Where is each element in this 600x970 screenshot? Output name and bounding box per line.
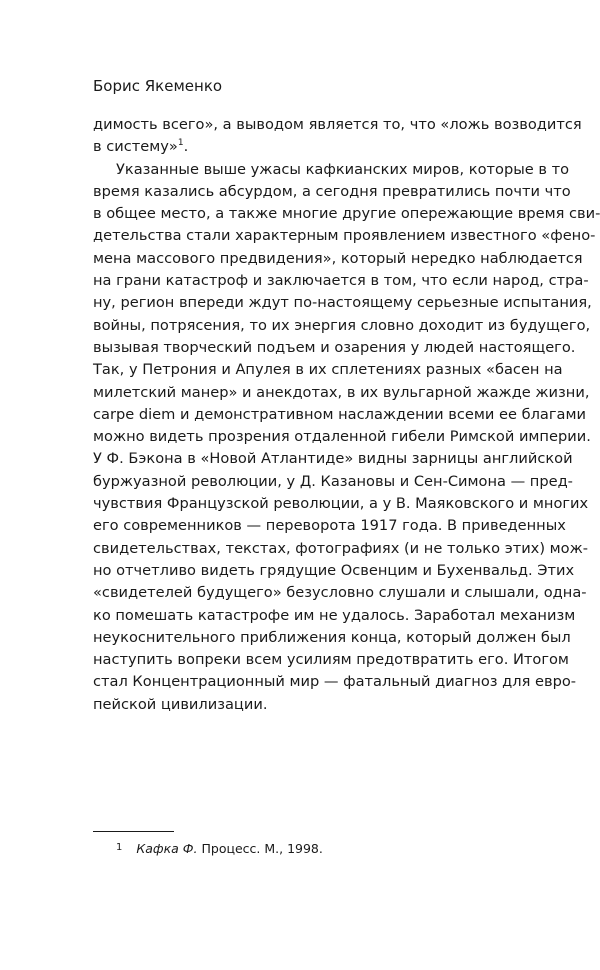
footnote-reference: 1 xyxy=(177,138,184,149)
text-line: вызывая творческий подъем и озарения у людей настоящего. xyxy=(93,338,576,356)
running-head: Борис Якеменко xyxy=(93,77,223,95)
text-line: время казались абсурдом, а сегодня превратились почти что xyxy=(93,182,571,200)
text-line: чувствия Французской революции, а у В. Маяковского и многих xyxy=(93,495,589,513)
text-line: но отчетливо видеть грядущие Освенцим и Бухенвальд. Этих xyxy=(93,561,575,579)
text-line: ну, регион впереди ждут по-настоящему серьезные испытания, xyxy=(93,294,592,312)
text-line: пейской цивилизации. xyxy=(93,695,268,713)
text-line xyxy=(93,136,508,158)
text-line: свидетельствах, текстах, фотографиях (и не только этих) мож- xyxy=(93,539,589,557)
text-line: на грани катастроф и заключается в том, что если народ, стра- xyxy=(93,272,589,290)
text-line: стал Концентрационный мир — фатальный диагноз для евро- xyxy=(93,673,577,691)
footnote-text: Процесс. М., 1998. xyxy=(197,841,323,856)
body-text xyxy=(93,114,600,716)
text-line: мена массового предвидения», который нередко наблюдается xyxy=(93,249,583,267)
text-line: в общее место, а также многие другие опережающие время сви- xyxy=(93,205,600,223)
text-line: милетский манер» и анекдотах, в их вульгарной жажде жизни, xyxy=(93,383,590,401)
text-line: Так, у Петрония и Апулея в их сплетениях разных «басен на xyxy=(93,361,563,379)
text-line: буржуазной революции, у Д. Казановы и Сен-Симона — пред- xyxy=(93,472,573,490)
footnote-number: 1 xyxy=(116,842,123,853)
text-line: неукоснительного приближения конца, который должен был xyxy=(93,628,571,646)
footnote xyxy=(116,839,323,858)
text-line-period: . xyxy=(183,138,189,156)
text-line: детельства стали характерным проявлением известного «фено- xyxy=(93,227,596,245)
text-line: димость всего», а выводом является то, что «ложь возводится xyxy=(93,116,582,133)
text-line: ко помешать катастрофе им не удалось. Заработал механизм xyxy=(93,606,576,624)
text-line-content: в систему» xyxy=(93,138,178,156)
footnote-divider xyxy=(93,831,174,832)
text-line: carpe diem и демонстративном наслаждении всеми ее благами xyxy=(93,405,586,423)
text-line: Указанные выше ужасы кафкианских миров, которые в то xyxy=(116,160,570,178)
text-line: «свидетелей будущего» безусловно слушали и слышали, одна- xyxy=(93,584,587,602)
text-line: войны, потрясения, то их энергия словно доходит из будущего, xyxy=(93,316,591,334)
text-line: наступить вопреки всем усилиям предотвратить его. Итогом xyxy=(93,651,569,669)
text-line: его современников — переворота 1917 года. В приведенных xyxy=(93,517,566,535)
text-line: У Ф. Бэкона в «Новой Атлантиде» видны зарницы английской xyxy=(93,450,573,468)
text-line: можно видеть прозрения отдаленной гибели Римской империи. xyxy=(93,428,591,446)
footnote-author: Кафка Ф. xyxy=(136,841,198,856)
